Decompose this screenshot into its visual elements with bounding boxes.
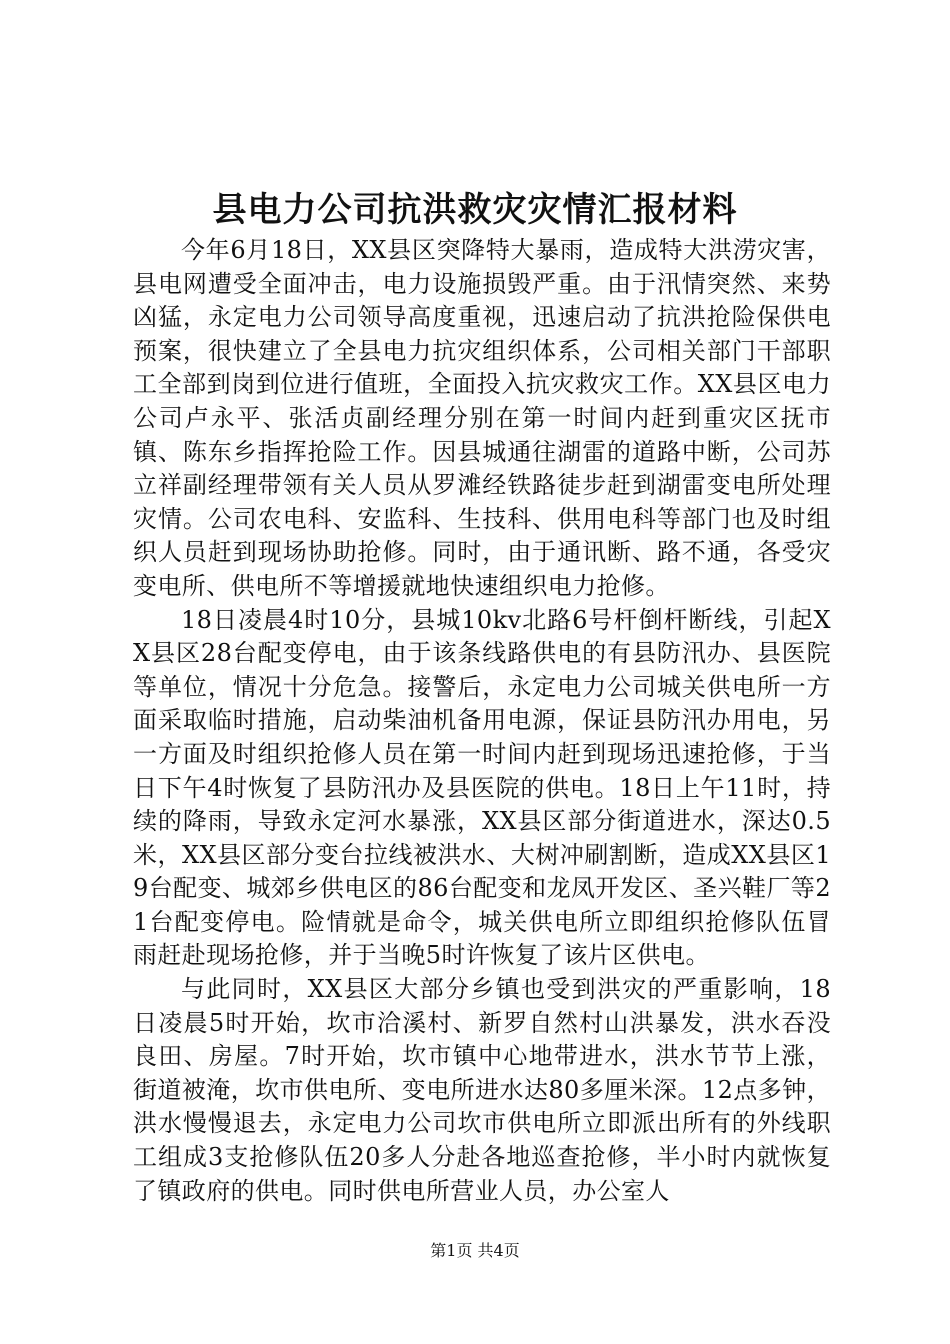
page-footer: 第1页 共4页 bbox=[430, 1241, 520, 1260]
paragraph-3: 与此同时，XX县区大部分乡镇也受到洪灾的严重影响，18日凌晨5时开始，坎市洽溪村、新罗自然村山洪暴发，洪水吞没良田、房屋。7时开始，坎市镇中心地带进水，洪水节节上涨，街道被淹，坎市供电所、变电所进水达80多厘米深。12点多钟，洪水慢慢退去，永定电力公司坎市供电所立即派出所有的外线职工组成3支抢修队伍20多人分赴各地巡查抢修，半小时内就恢复了镇政府的供电。同时供电所营业人员，办公室人 bbox=[133, 975, 831, 1205]
paragraph-1: 今年6月18日，XX县区突降特大暴雨，造成特大洪涝灾害，县电网遭受全面冲击，电力设施损毁严重。由于汛情突然、来势凶猛，永定电力公司领导高度重视，迅速启动了抗洪抢险保供电预案，很快建立了全县电力抗灾组织体系，公司相关部门干部职工全部到岗到位进行值班，全面投入抗灾救灾工作。XX县区电力公司卢永平、张活贞副经理分别在第一时间内赶到重灾区抚市镇、陈东乡指挥抢险工作。因县城通往湖雷的道路中断，公司苏立祥副经理带领有关人员从罗滩经铁路徒步赶到湖雷变电所处理灾情。公司农电科、安监科、生技科、供用电科等部门也及时组织人员赶到现场协助抢修。同时，由于通讯断、路不通，各受灾变电所、供电所不等增援就地快速组织电力抢修。 bbox=[133, 236, 831, 600]
paragraph-2: 18日凌晨4时10分，县城10kv北路6号杆倒杆断线，引起XX县区28台配变停电，由于该条线路供电的有县防汛办、县医院等单位，情况十分危急。接警后，永定电力公司城关供电所一方面采取临时措施，启动柴油机备用电源，保证县防汛办用电，另一方面及时组织抢修人员在第一时间内赶到现场迅速抢修，于当日下午4时恢复了县防汛办及县医院的供电。18日上午11时，持续的降雨，导致永定河水暴涨，XX县区部分街道进水，深达0.5米，XX县区部分变台拉线被洪水、大树冲刷割断，造成XX县区19台配变、城郊乡供电区的86台配变和龙凤开发区、圣兴鞋厂等21台配变停电。险情就是命令，城关供电所立即组织抢修队伍冒雨赶赴现场抢修，并于当晚5时许恢复了该片区供电。 bbox=[133, 605, 831, 970]
document-title: 县电力公司抗洪救灾灾情汇报材料 bbox=[212, 190, 738, 230]
document-body bbox=[133, 234, 831, 1208]
